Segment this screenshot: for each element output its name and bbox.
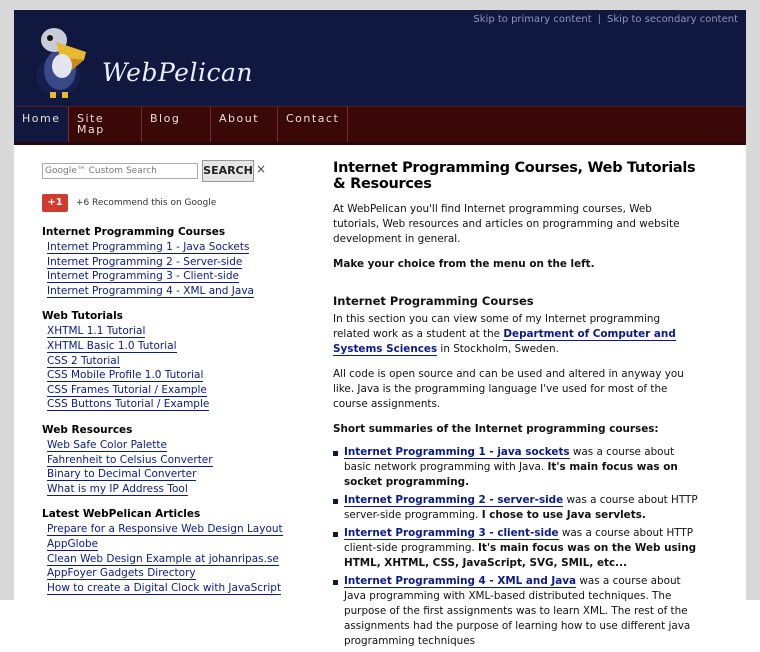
frame-right [746,0,760,600]
gplus-widget [42,192,292,214]
summary-text: was a course about HTTP client-side programming. [344,527,694,554]
skip-separator: | [597,14,602,25]
summary-link[interactable]: Internet Programming 4 - XML and Java [344,575,577,587]
search-button[interactable]: SEARCH [202,160,254,182]
sidebar-link[interactable]: Fahrenheit to Celsius Converter [47,453,213,466]
skip-primary-link[interactable]: Skip to primary content [473,14,592,25]
sidebar-link[interactable]: Internet Programming 3 - Client-side [47,270,239,283]
search-form [42,160,292,184]
gplus-recommend-text: Recommend this on Google [92,198,217,208]
sidebar-link[interactable]: AppGlobe [47,537,99,550]
code-paragraph: All code is open source and can be used and altered in anyway you like. Java is the programming language I've used for most of the course assignments. [333,368,684,410]
frame-left [0,0,14,600]
close-icon[interactable]: × [256,162,267,176]
main-content [333,160,698,652]
sidebar-section-title: Latest WebPelican Articles [42,508,201,521]
sidebar-list [42,438,292,496]
main-nav [14,106,746,143]
site-header [14,10,746,106]
sidebar-link[interactable]: CSS Frames Tutorial / Example [47,383,207,396]
sidebar-item[interactable] [47,537,292,552]
section-text-b: in Stockholm, Sweden. [437,343,559,355]
nav-about[interactable] [211,107,278,143]
sidebar-list [42,324,292,412]
summary-text: was a course about Java programming with XML-based distributed techniques. The purpose of the first assignments was to learn XML. The rest of the assignments had the purpose of learning how to use different java programming techniques [344,575,691,647]
sidebar-link[interactable]: Internet Programming 1 - Java Sockets [47,241,250,253]
sidebar-item[interactable] [47,581,292,596]
sidebar-link[interactable]: XHTML Basic 1.0 Tutorial [47,339,177,352]
nav-sitemap[interactable] [69,107,142,143]
sidebar-item[interactable] [47,566,292,581]
sidebar-item[interactable] [47,438,292,453]
sidebar-item[interactable] [47,269,292,284]
pelican-icon[interactable] [26,18,90,100]
sidebar-list [42,240,292,298]
summary-bold: It's main focus was on the Web using HTML, XHTML, CSS, JavaScript, SVG, SMIL, etc... [344,542,697,569]
sidebar-link[interactable]: XHTML 1.1 Tutorial [47,325,146,338]
sidebar-item[interactable] [47,467,292,482]
summary-link[interactable]: Internet Programming 3 - client-side [344,527,559,539]
page-title: Internet Programming Courses, Web Tutorials & Resources [333,160,696,192]
sidebar-link[interactable]: Clean Web Design Example at johanripas.se [47,552,279,565]
choice-paragraph: Make your choice from the menu on the left. [333,258,595,270]
search-input[interactable]: Google™ Custom Search [42,163,198,179]
sidebar-section-title: Web Resources [42,423,133,436]
summary-bold: I chose to use Java servlets. [481,509,646,521]
sidebar-link[interactable]: How to create a Digital Clock with JavaScript [47,581,282,594]
sidebar-section-title: Internet Programming Courses [42,226,226,238]
sidebar-item[interactable] [47,354,292,369]
skip-secondary-link[interactable]: Skip to secondary content [607,14,738,25]
sidebar-link[interactable]: Web Safe Color Palette [47,438,167,451]
summaries-list [333,445,698,649]
summary-text: was a course about basic network programming with Java. [344,446,675,473]
nav-underline [14,142,746,145]
summary-item [333,493,698,523]
nav-blog[interactable] [142,107,211,143]
summary-bold: It's main focus was on socket programming. [344,461,678,488]
sidebar-list [42,522,292,595]
nav-contact-label: Contact [286,112,340,125]
nav-home[interactable] [14,107,69,143]
sidebar-item[interactable] [47,383,292,398]
nav-home-label: Home [22,112,61,125]
sidebar-item[interactable] [47,522,292,537]
sidebar-link[interactable]: Internet Programming 4 - XML and Java [47,284,254,297]
sidebar-item[interactable] [47,240,292,255]
summary-link[interactable]: Internet Programming 2 - server-side [344,494,564,506]
skip-links [473,14,738,25]
sidebar-link[interactable]: CSS Buttons Tutorial / Example [47,398,210,411]
intro-paragraph: At WebPelican you'll find Internet programming courses, Web tutorials, Web resources and articles on programming and website development in general. [333,203,680,245]
nav-sitemap-label-2: Map [77,123,105,136]
sidebar-item[interactable] [47,339,292,354]
sidebar-link[interactable]: AppFoyer Gadgets Directory [47,567,196,580]
summary-link[interactable]: Internet Programming 1 - java sockets [344,446,570,458]
sidebar-item[interactable] [47,324,292,339]
section-text-a: In this section you can view some of my Internet programming related work as a student at the [333,313,661,340]
summary-item [333,526,698,571]
gplus-count: +6 [76,198,90,208]
sidebar-link[interactable]: Internet Programming 2 - Server-side [47,255,243,268]
gplus-button[interactable]: +1 [42,194,68,212]
summaries-title: Short summaries of the Internet programming courses: [333,423,659,435]
section-title: Internet Programming Courses [333,294,534,308]
nav-blog-label: Blog [150,112,181,125]
site-logo-text[interactable]: WebPelican [102,58,253,87]
sidebar-item[interactable] [47,368,292,383]
sidebar-item[interactable] [47,482,292,497]
nav-sitemap-label-1: Site [77,112,105,125]
summary-text: was a course about HTTP server-side programming. [344,494,698,521]
sidebar-item[interactable] [47,284,292,299]
nav-about-label: About [219,112,260,125]
sidebar [42,160,292,595]
sidebar-link[interactable]: Prepare for a Responsive Web Design Layout [47,523,283,536]
sidebar-link[interactable]: What is my IP Address Tool [47,482,188,495]
summary-item [333,445,698,490]
sidebar-item[interactable] [47,453,292,468]
section-paragraph [333,312,698,357]
sidebar-item[interactable] [47,552,292,567]
summary-item [333,574,698,649]
sidebar-section-title: Web Tutorials [42,310,123,323]
top-strip [0,0,760,10]
sidebar-item[interactable] [47,255,292,270]
sidebar-link[interactable]: CSS Mobile Profile 1.0 Tutorial [47,369,204,382]
sidebar-link[interactable]: Binary to Decimal Converter [47,468,197,481]
nav-contact[interactable] [278,107,348,143]
sidebar-link[interactable]: CSS 2 Tutorial [47,354,120,367]
dept-link[interactable]: Department of Computer and Systems Sciences [333,328,676,355]
sidebar-item[interactable] [47,397,292,412]
